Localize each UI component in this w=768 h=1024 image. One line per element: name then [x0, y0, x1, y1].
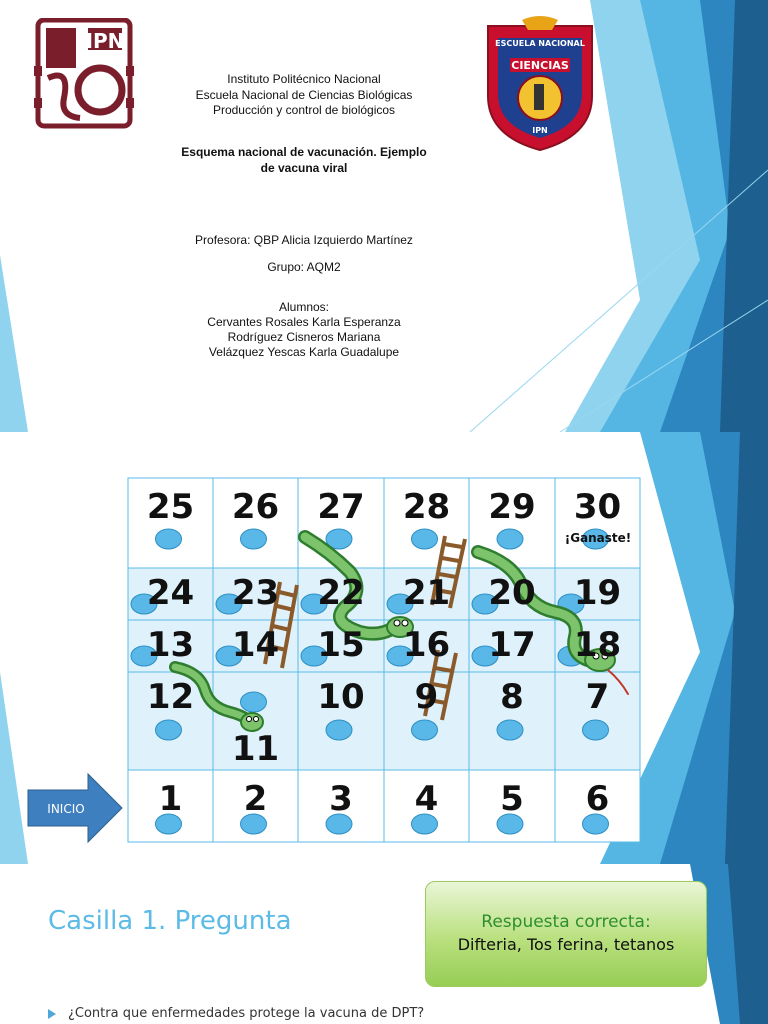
cell-marker: [583, 720, 609, 740]
cell-number: 9: [414, 677, 439, 717]
cell-marker: [156, 720, 182, 740]
ipn-logo: [30, 18, 138, 130]
students-block: [150, 300, 458, 360]
cell-number: 28: [402, 487, 451, 527]
snakes-and-ladders-board: [0, 432, 768, 864]
cell-number: 17: [488, 625, 536, 665]
encb-logo: [482, 16, 598, 152]
cell-number: 10: [317, 677, 365, 717]
svg-text:IPN: IPN: [532, 126, 548, 135]
cell-number: 16: [402, 625, 451, 665]
cell-number: 22: [317, 573, 365, 613]
cell-number: 6: [585, 779, 610, 819]
cell-number: 14: [231, 625, 280, 665]
svg-text:IPN: IPN: [85, 29, 125, 53]
cell-number: 2: [243, 779, 268, 819]
title-line-2: de vacuna viral: [260, 160, 348, 175]
cover-slide: [0, 0, 768, 432]
group: Grupo: AQM2: [267, 260, 341, 274]
start-label: INICIO: [47, 802, 85, 816]
answer-label: Respuesta correcta:: [481, 912, 651, 932]
cell-number: 1: [158, 779, 183, 819]
institution-block: [150, 72, 458, 119]
cell-number: 12: [146, 677, 195, 717]
cell-number: 3: [329, 779, 353, 819]
svg-text:CIENCIAS: CIENCIAS: [511, 59, 569, 72]
cell-number: 25: [146, 487, 195, 527]
professor: Profesora: QBP Alicia Izquierdo Martínez: [195, 233, 413, 247]
cell-number: 19: [573, 573, 622, 613]
cell-number: 20: [488, 573, 536, 613]
cell-number: 24: [146, 573, 195, 613]
svg-text:ESCUELA NACIONAL: ESCUELA NACIONAL: [495, 39, 585, 48]
answer-box: [425, 881, 707, 987]
cell-number: 21: [402, 573, 451, 613]
start-arrow: [28, 774, 122, 842]
cell-number: 15: [317, 625, 365, 665]
question-title: Casilla 1. Pregunta: [48, 906, 292, 936]
course-name: Producción y control de biológicos: [212, 103, 396, 117]
cell-number: 11: [231, 729, 280, 769]
cell-marker: [497, 529, 523, 549]
cell-number: 4: [414, 779, 439, 819]
answer-text: Difteria, Tos ferina, tetanos: [457, 935, 675, 954]
cell-number: 7: [585, 677, 610, 717]
students-label: Alumnos:: [278, 300, 330, 314]
school-name: Escuela Nacional de Ciencias Biológicas: [195, 87, 413, 102]
bullet-icon: [48, 1009, 56, 1019]
cell-marker: [412, 529, 438, 549]
question-slide: [0, 864, 768, 1024]
cell-marker: [241, 529, 267, 549]
cell-number: 23: [231, 573, 280, 613]
board-slide: [0, 432, 768, 864]
cell-marker: [412, 720, 438, 740]
presentation-title: [150, 145, 458, 176]
student-name: Cervantes Rosales Karla Esperanza: [207, 315, 401, 329]
cell-number: 5: [500, 779, 524, 819]
cell-number: 29: [488, 487, 536, 527]
cell-number: 13: [146, 625, 195, 665]
cell-number: 26: [231, 487, 280, 527]
cell-marker: [241, 692, 267, 712]
cell-number: 30: [573, 487, 622, 527]
title-line-1: Esquema nacional de vacunación. Ejemplo: [181, 145, 427, 159]
cell-marker: [156, 529, 182, 549]
cell-marker: [326, 720, 352, 740]
win-label: ¡Ganaste!: [564, 531, 632, 545]
student-name: Velázquez Yescas Karla Guadalupe: [208, 345, 400, 359]
cell-number: 27: [317, 487, 365, 527]
cell-number: 18: [573, 625, 622, 665]
student-name: Rodríguez Cisneros Mariana: [227, 330, 381, 344]
cell-number: 8: [500, 677, 524, 717]
institution-name: Instituto Politécnico Nacional: [227, 72, 381, 86]
question-text: ¿Contra que enfermedades protege la vacuna de DPT?: [68, 1006, 425, 1021]
cell-marker: [497, 720, 523, 740]
